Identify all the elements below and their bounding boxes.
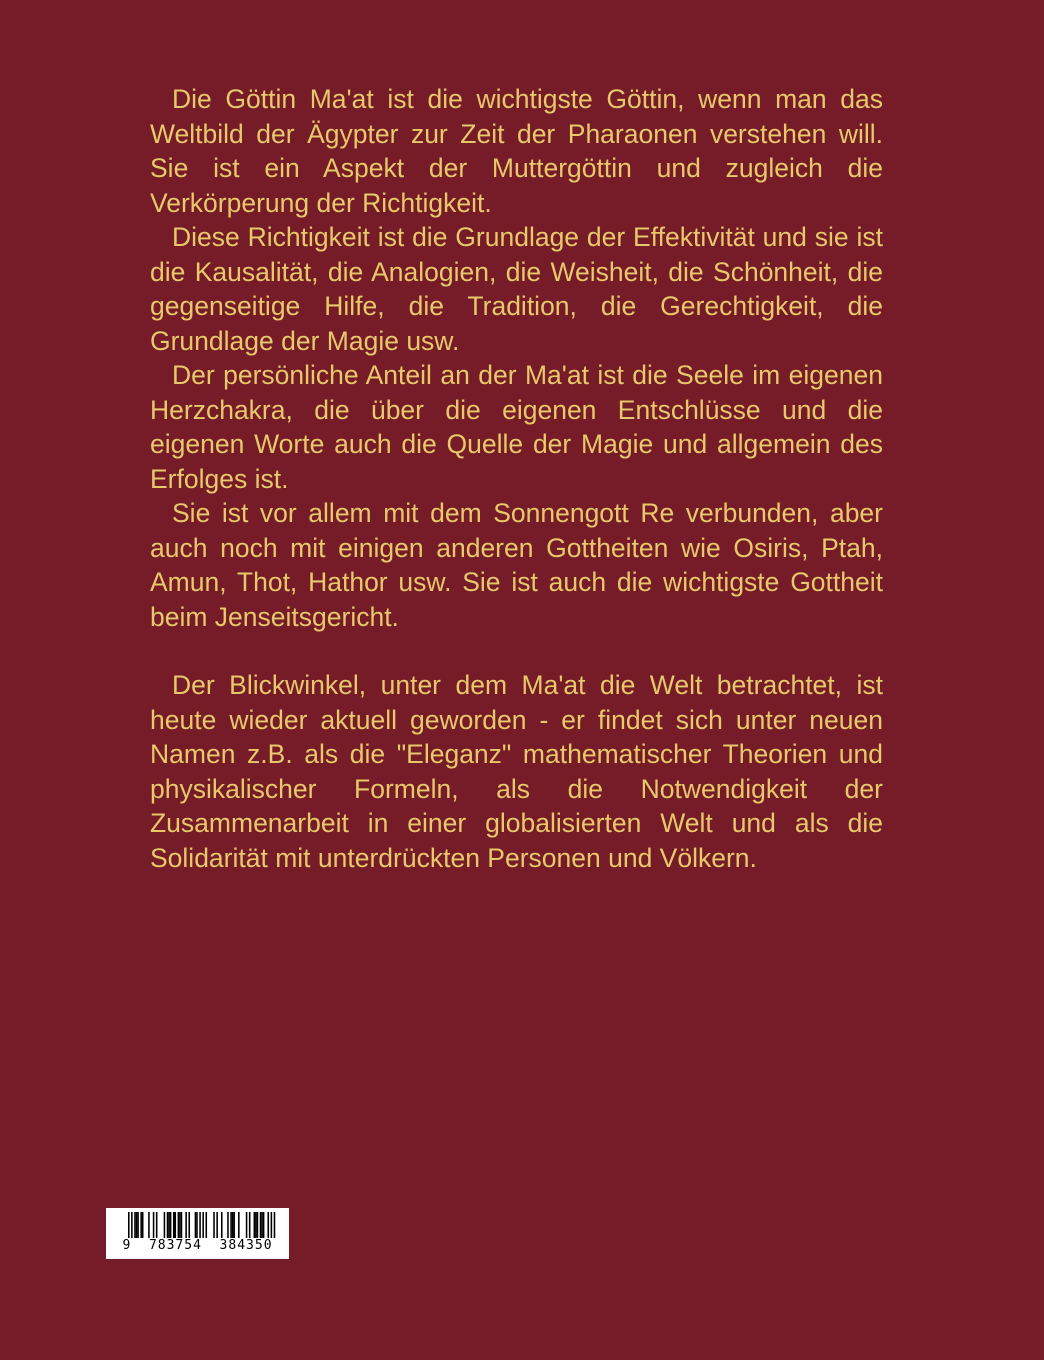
barcode-bar-24 (202, 1212, 204, 1238)
barcode-bar-26 (213, 1212, 215, 1238)
barcode-bar-1 (131, 1212, 133, 1238)
barcode-bar-9 (156, 1212, 158, 1238)
paragraph-5: Der Blickwinkel, unter dem Ma'at die Welt betrachtet, ist heute wieder aktuell geworden - er findet sich unter neuen Namen z.B. als die "Eleganz" mathematischer Theorien und physikalischer Formeln, als die Notwendigkeit der Zusammenarbeit in einer globalisierten Welt und als die Solidarität mit unterdrückten Personen und Völkern. (150, 670, 883, 873)
barcode-bar-5 (140, 1212, 142, 1238)
barcode-bar-40 (261, 1212, 263, 1238)
barcode-bar-41 (263, 1212, 265, 1238)
barcode-bar-36 (254, 1212, 256, 1238)
isbn-barcode (106, 1208, 289, 1259)
barcode-bar-16 (178, 1212, 180, 1238)
barcode-bar-20 (188, 1212, 190, 1238)
paragraph-2: Diese Richtigkeit ist die Grundlage der Effektivität und sie ist die Kausalität, die Analogien, die Weisheit, die Schönheit, die gegenseitige Hilfe, die Tradition, die Gerechtigkeit, die Grundlage der Magie usw. (150, 222, 883, 356)
isbn-digits: 9 783754 384350 (122, 1238, 273, 1253)
barcode-bar-6 (142, 1212, 144, 1238)
barcode-bar-30 (230, 1212, 232, 1238)
barcode-bar-21 (195, 1212, 197, 1238)
barcode-bar-18 (181, 1212, 183, 1238)
barcode-bar-31 (232, 1212, 234, 1238)
barcode-bar-15 (175, 1212, 177, 1238)
barcode-bar-14 (173, 1212, 175, 1238)
barcode-bar-37 (255, 1212, 257, 1238)
barcode-bar-3 (136, 1212, 138, 1238)
blurb-text (150, 82, 883, 875)
barcode-bar-0 (128, 1212, 130, 1238)
barcode-bar-29 (227, 1212, 229, 1238)
barcode-bar-33 (238, 1212, 240, 1238)
barcode-bar-38 (257, 1212, 259, 1238)
barcode-bar-27 (216, 1212, 218, 1238)
barcode-bar-12 (168, 1212, 170, 1238)
barcode-bar-8 (153, 1212, 155, 1238)
barcode-bar-11 (167, 1212, 169, 1238)
barcode-bar-17 (179, 1212, 181, 1238)
barcode-bars (106, 1208, 289, 1240)
barcode-bar-2 (134, 1212, 136, 1238)
barcode-bar-39 (260, 1212, 262, 1238)
barcode-bar-28 (221, 1212, 223, 1238)
barcode-bar-4 (137, 1212, 139, 1238)
barcode-bar-34 (246, 1212, 248, 1238)
barcode-bar-43 (271, 1212, 273, 1238)
barcode-bar-23 (199, 1212, 201, 1238)
paragraph-3: Der persönliche Anteil an der Ma'at ist die Seele im eigenen Herzchakra, die über die eigenen Entschlüsse und die eigenen Worte auch die Quelle der Magie und allgemein des Erfolges ist. (150, 360, 883, 494)
paragraph-4: Sie ist vor allem mit dem Sonnengott Re verbunden, aber auch noch mit einigen anderen Gottheiten wie Osiris, Ptah, Amun, Thot, Hathor usw. Sie ist auch die wichtigste Gottheit beim Jenseitsgericht. (150, 498, 883, 632)
barcode-bar-10 (164, 1212, 166, 1238)
paragraph-1: Die Göttin Ma'at ist die wichtigste Göttin, wenn man das Weltbild der Ägypter zur Zeit der Pharaonen verstehen will. Sie ist ein Aspekt der Muttergöttin und zugleich die Verkörperung der Richtigkeit. (150, 84, 883, 218)
barcode-bar-32 (233, 1212, 235, 1238)
barcode-bar-42 (268, 1212, 270, 1238)
barcode-bar-13 (170, 1212, 172, 1238)
barcode-bar-22 (196, 1212, 198, 1238)
barcode-bar-35 (249, 1212, 251, 1238)
barcode-bar-44 (274, 1212, 276, 1238)
barcode-bar-7 (148, 1212, 150, 1238)
barcode-bar-25 (206, 1212, 208, 1238)
barcode-bar-19 (185, 1212, 187, 1238)
